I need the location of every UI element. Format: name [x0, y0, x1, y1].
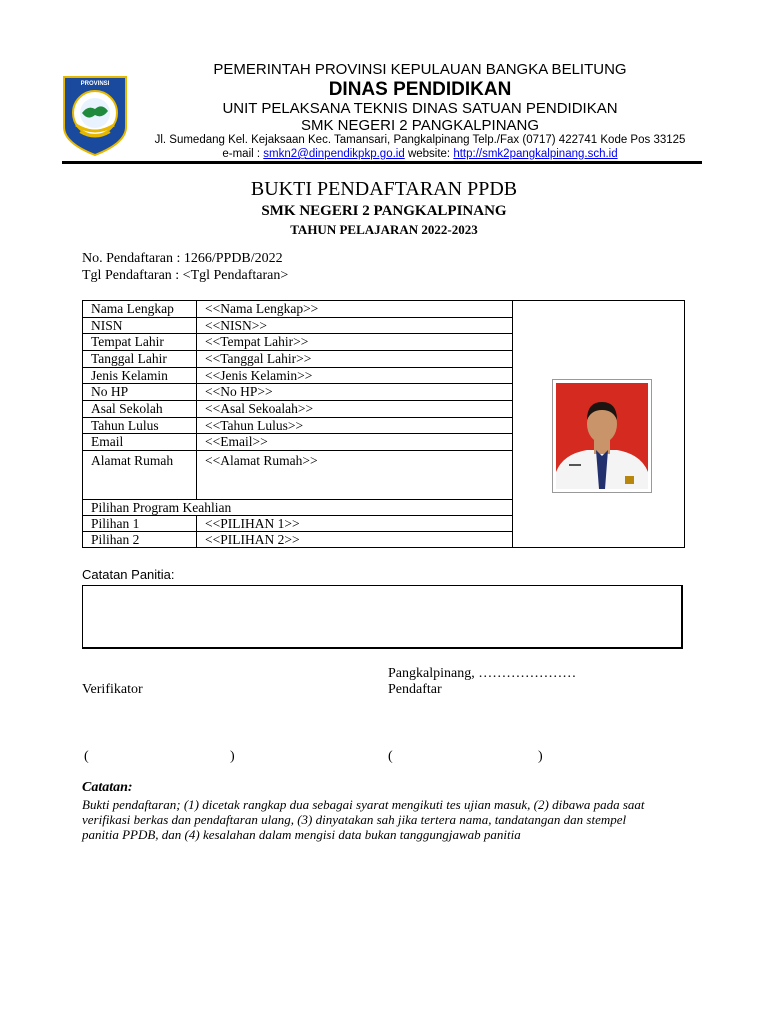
form-label: NISN: [91, 318, 123, 333]
verifier-close-paren: ): [230, 749, 235, 764]
form-row: [83, 434, 512, 451]
form-value: <<Nama Lengkap>>: [205, 301, 319, 316]
form-label: Tahun Lulus: [91, 418, 159, 433]
header-rule: [62, 161, 702, 164]
program-heading: Pilihan Program Keahlian: [91, 500, 232, 515]
unit-name: UNIT PELAKSANA TEKNIS DINAS SATUAN PENDIDIKAN: [222, 100, 618, 117]
form-value: <<Tahun Lulus>>: [205, 418, 304, 433]
form-row: [83, 418, 512, 434]
form-value: <<NISN>>: [205, 318, 267, 333]
email-label: e-mail :: [222, 148, 264, 160]
form-label: Tanggal Lahir: [91, 351, 167, 366]
form-row: [83, 334, 512, 351]
provincial-emblem-icon: [62, 75, 128, 157]
form-value: <<Jenis Kelamin>>: [205, 368, 313, 383]
form-row: [83, 516, 512, 532]
form-label: Jenis Kelamin: [91, 368, 168, 383]
registration-number: No. Pendaftaran : 1266/PPDB/2022: [82, 251, 283, 266]
form-value: <<Alamat Rumah>>: [205, 453, 318, 468]
registrant-label: Pendaftar: [388, 682, 442, 697]
registration-form-table: [82, 300, 685, 548]
government-name: PEMERINTAH PROVINSI KEPULAUAN BANGKA BELITUNG: [213, 61, 627, 78]
registrant-open-paren: (: [388, 749, 393, 764]
form-value: <<PILIHAN 1>>: [205, 516, 300, 531]
place-date: Pangkalpinang, …………………: [388, 666, 577, 681]
form-row: [83, 401, 512, 418]
verifier-open-paren: (: [84, 749, 89, 764]
school-contact: [140, 148, 700, 160]
form-label: Alamat Rumah: [91, 453, 174, 468]
form-label: Asal Sekolah: [91, 401, 163, 416]
form-value: <<No HP>>: [205, 384, 273, 399]
form-row: [83, 384, 512, 401]
footer-title: Catatan:: [82, 780, 133, 795]
document-subtitle-school: SMK NEGERI 2 PANGKALPINANG: [261, 203, 507, 219]
program-heading-row: [83, 500, 512, 516]
form-value: <<Tanggal Lahir>>: [205, 351, 312, 366]
registrant-close-paren: ): [538, 749, 543, 764]
form-value: <<Asal Sekoalah>>: [205, 401, 314, 416]
form-row: [83, 301, 512, 318]
website-label: website:: [404, 148, 454, 160]
form-row: [83, 351, 512, 368]
form-value: <<PILIHAN 2>>: [205, 532, 300, 547]
notes-label: Catatan Panitia:: [82, 567, 175, 582]
document-title: BUKTI PENDAFTARAN PPDB: [250, 178, 518, 200]
form-row-address: [83, 451, 512, 500]
form-row: [83, 318, 512, 334]
email-link[interactable]: smkn2@dinpendikpkp.go.id: [263, 148, 405, 160]
photo-cell-divider: [512, 301, 513, 547]
form-row: [83, 532, 512, 547]
student-photo-icon: [552, 379, 652, 493]
form-value: <<Email>>: [205, 434, 268, 449]
form-label: Pilihan 1: [91, 516, 140, 531]
form-label: Pilihan 2: [91, 532, 140, 547]
form-label: Email: [91, 434, 124, 449]
verifier-label: Verifikator: [82, 682, 143, 697]
form-label: Tempat Lahir: [91, 334, 164, 349]
website-link[interactable]: http://smk2pangkalpinang.sch.id: [453, 148, 618, 160]
school-name: SMK NEGERI 2 PANGKALPINANG: [300, 117, 540, 134]
school-address: Jl. Sumedang Kel. Kejaksaan Kec. Tamansari, Pangkalpinang Telp./Fax (0717) 422741 Kode Pos 33125: [154, 134, 686, 146]
form-value: <<Tempat Lahir>>: [205, 334, 309, 349]
department-name: DINAS PENDIDIKAN: [328, 79, 512, 100]
form-label: No HP: [91, 384, 129, 399]
notes-box: [82, 585, 683, 649]
form-label: Nama Lengkap: [91, 301, 174, 316]
document-subtitle-year: TAHUN PELAJARAN 2022-2023: [290, 222, 478, 237]
registration-date: Tgl Pendaftaran : <Tgl Pendaftaran>: [82, 268, 289, 283]
logo-top-text: PROVINSI: [80, 81, 110, 87]
form-row: [83, 368, 512, 384]
footer-text: Bukti pendaftaran; (1) dicetak rangkap dua sebagai syarat mengikuti tes ujian masuk, (2) dibawa pada saat verifikasi berkas dan pendaftaran ulang, (3) dinyatakan sah jika tertera nama, tandatangan dan stempel panitia PPDB, dan (4) kesalahan dalam mengisi data bukan tanggungjawab panitia: [82, 797, 645, 842]
